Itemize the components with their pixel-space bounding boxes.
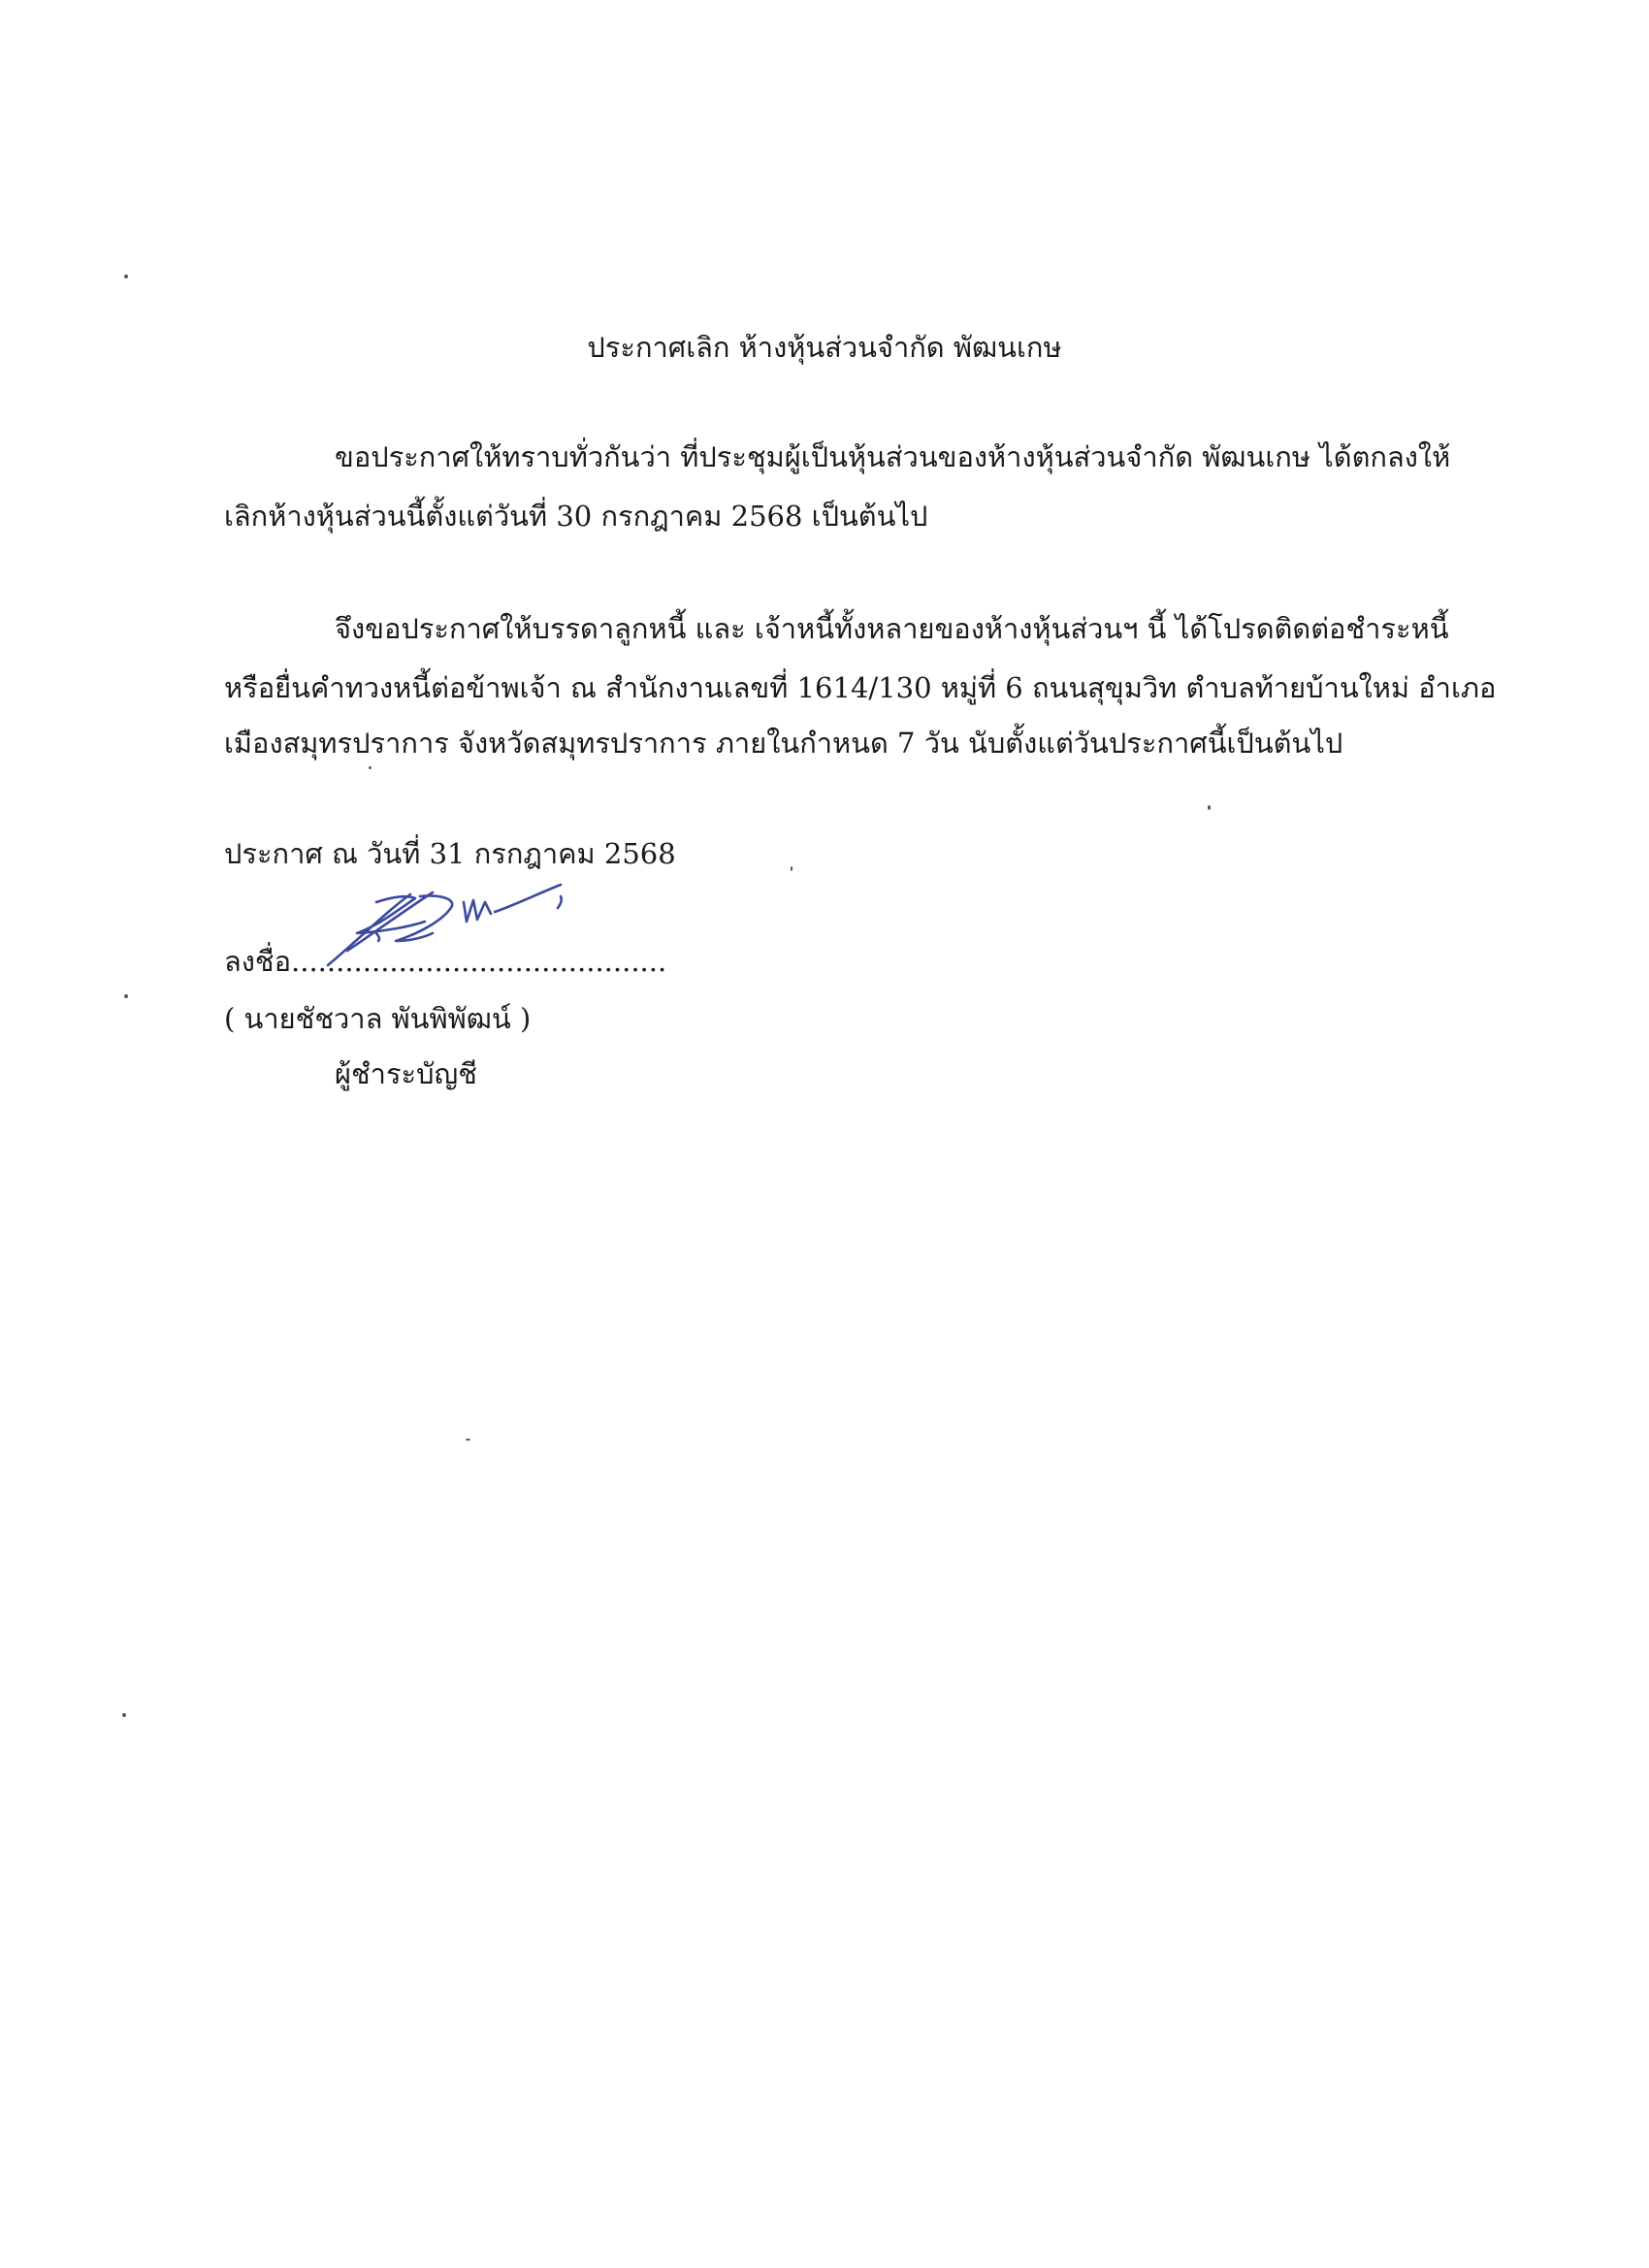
scan-speck bbox=[466, 1439, 470, 1441]
paragraph2-line1: จึงขอประกาศให้บรรดาลูกหนี้ และ เจ้าหนี้ทั้งหลายของห้างหุ้นส่วนฯ นี้ ได้โปรดติดต่อชำระหนี้ bbox=[335, 612, 1449, 645]
signatory-position: ผู้ชำระบัญชี bbox=[335, 1057, 477, 1090]
scan-speck bbox=[369, 766, 372, 769]
handwritten-signature bbox=[318, 873, 580, 980]
document-title: ประกาศเลิก ห้างหุ้นส่วนจำกัด พัฒนเกษ bbox=[587, 331, 1062, 364]
signatory-name: ( นายชัชวาล พันพิพัฒน์ ) bbox=[224, 1002, 532, 1035]
scan-speck bbox=[122, 1713, 126, 1717]
paragraph2-line3: เมืองสมุทรปราการ จังหวัดสมุทรปราการ ภายในกำหนด 7 วัน นับตั้งแต่วันประกาศนี้เป็นต้นไป bbox=[224, 727, 1343, 760]
scan-speck bbox=[124, 275, 128, 278]
announcement-date: ประกาศ ณ วันที่ 31 กรกฎาคม 2568 bbox=[224, 837, 676, 870]
paragraph1-line1: ขอประกาศให้ทราบทั่วกันว่า ที่ประชุมผู้เป็นหุ้นส่วนของห้างหุ้นส่วนจำกัด พัฒนเกษ ได้ตกลงให้ bbox=[335, 440, 1451, 473]
signature-label: ลงชื่อ bbox=[224, 945, 292, 978]
signature-dots: .......................................... bbox=[291, 945, 667, 978]
scan-speck bbox=[791, 866, 792, 871]
paragraph1-line2: เลิกห้างหุ้นส่วนนี้ตั้งแต่วันที่ 30 กรกฎาคม 2568 เป็นต้นไป bbox=[224, 500, 928, 533]
paragraph2-line2: หรือยื่นคำทวงหนี้ต่อข้าพเจ้า ณ สำนักงานเลขที่ 1614/130 หมู่ที่ 6 ถนนสุขุมวิท ตำบลท้ายบ้านใหม่ อำเภอ bbox=[224, 671, 1497, 704]
scan-speck bbox=[1208, 805, 1211, 810]
scan-speck bbox=[124, 994, 128, 998]
